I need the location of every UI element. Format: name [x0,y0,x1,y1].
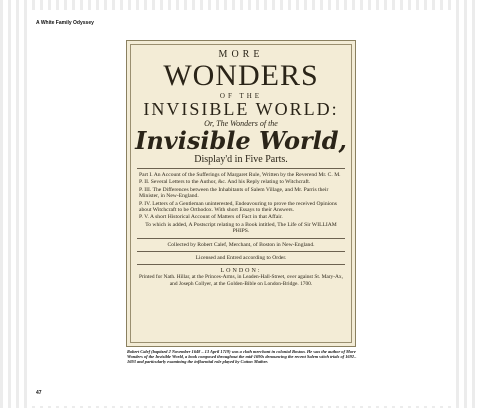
image-caption: Robert Calef (baptized 2 November 1648 – 13 April 1719) was a cloth merchant in colonial Boston. He was the author of More Wonders of the Invisible World, a book composed throughout the mid-1690s denouncing the recent Salem witch trials of 1692–1693 and particularly examining the influential role played by Cotton Mather. [127,349,357,365]
book-page [27,10,451,406]
part-item: P. II. Several Letters to the Author, &c. And his Reply relating to Witchcraft. [139,179,311,186]
title-page-image [126,40,356,347]
running-head: A White Family Odyssey [36,20,94,26]
title-more: MORE [218,49,264,60]
licensed-line: Licensed and Entred according to Order. [195,255,287,262]
title-or-line: Or, The Wonders of the [204,119,278,128]
collected-by: Collected by Robert Calef, Merchant, of Boston in New-England. [167,241,315,248]
title-displayd: Display'd in Five Parts. [194,154,288,165]
imprint-text: Printed for Nath. Hillar, at the Princes-Arms, in Leaden-Hall-Street, over against St. Mary-Ax, and Joseph Collyer, at the Golden-Bible on London-Bridge. 1700. [139,274,343,287]
title-blackletter: Invisible World, [135,126,347,155]
part-item: P. IV. Letters of a Gentleman uninterested, Endeavouring to prove the received Opinions about Witchcraft to be Orthodox. With short Essays to their Answers. [139,200,337,214]
part-item: P. V. A short Historical Account of Matters of Fact in that Affair. [139,214,283,221]
title-of-the: OF THE [219,92,263,100]
part-item: Part I. An Account of the Sufferings of Margaret Rule, Written by the Reverend Mr. C. M. [139,172,341,178]
title-page-border [130,44,352,343]
postscript: To which is added, A Postscript relating to a Book intitled, The Life of Sir WILLIAM PHIPS. [145,221,337,235]
title-wonders: WONDERS [163,59,319,92]
part-item: P. III. The Differences between the Inhabitants of Salem Village, and Mr. Parris their Minister, in New-England. [139,186,329,200]
page-number: 47 [36,390,42,396]
imprint-london: LONDON: [220,268,262,275]
title-invisible-world: INVISIBLE WORLD: [143,99,339,119]
